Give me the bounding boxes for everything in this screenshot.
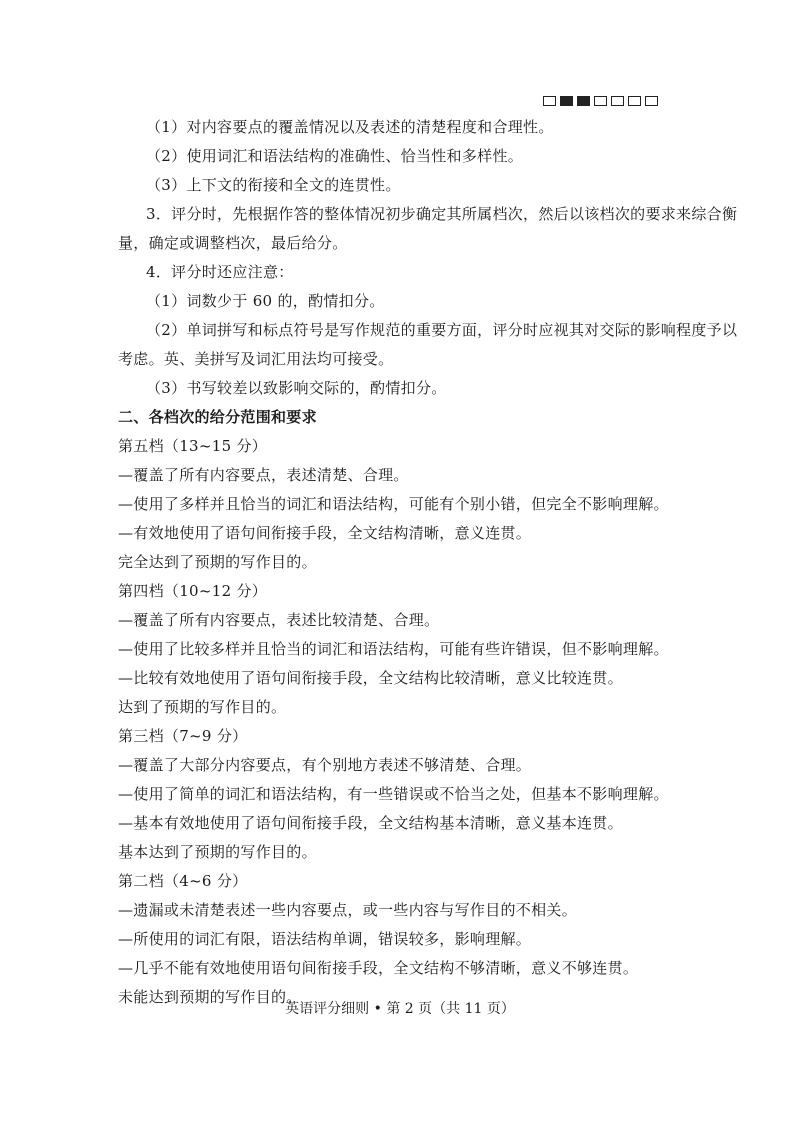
text-line: 3．评分时，先根据作答的整体情况初步确定其所属档次，然后以该档次的要求来综合衡 [146, 205, 738, 223]
text-line: —有效地使用了语句间衔接手段，全文结构清晰，意义连贯。 [118, 524, 532, 542]
text-line: 第四档（10~12 分） [118, 582, 268, 600]
text-line: —覆盖了大部分内容要点，有个别地方表述不够清楚、合理。 [118, 756, 532, 774]
section-heading: 二、各档次的给分范围和要求 [118, 408, 317, 426]
text-line: —覆盖了所有内容要点，表述清楚、合理。 [118, 466, 409, 484]
text-line: —基本有效地使用了语句间衔接手段，全文结构基本清晰，意义基本连贯。 [118, 814, 623, 832]
text-line: （2）单词拼写和标点符号是写作规范的重要方面，评分时应视其对交际的影响程度予以 [146, 321, 738, 339]
text-line: 达到了预期的写作目的。 [118, 698, 287, 716]
text-line: （2）使用词汇和语法结构的准确性、恰当性和多样性。 [146, 147, 524, 165]
text-line: —使用了比较多样并且恰当的词汇和语法结构，可能有些许错误，但不影响理解。 [118, 640, 669, 658]
page-position-marks [543, 96, 658, 106]
text-line: 完全达到了预期的写作目的。 [118, 553, 317, 571]
empty-square-mark [543, 96, 556, 106]
filled-square-mark [560, 96, 573, 106]
text-line: （1）对内容要点的覆盖情况以及表述的清楚程度和合理性。 [146, 118, 554, 136]
text-line: 第五档（13~15 分） [118, 437, 268, 455]
text-line: —使用了简单的词汇和语法结构，有一些错误或不恰当之处，但基本不影响理解。 [118, 785, 669, 803]
text-line: （1）词数少于 60 的，酌情扣分。 [146, 292, 385, 310]
text-line: 量，确定或调整档次，最后给分。 [118, 234, 348, 252]
text-line: —比较有效地使用了语句间衔接手段，全文结构比较清晰，意义比较连贯。 [118, 669, 623, 687]
text-line: —使用了多样并且恰当的词汇和语法结构，可能有个别小错，但完全不影响理解。 [118, 495, 669, 513]
empty-square-mark [645, 96, 658, 106]
text-line: （3）上下文的衔接和全文的连贯性。 [146, 176, 401, 194]
empty-square-mark [628, 96, 641, 106]
text-line: —遗漏或未清楚表述一些内容要点，或一些内容与写作目的不相关。 [118, 901, 578, 919]
text-line: 未能达到预期的写作目的。 [118, 988, 302, 1006]
text-line: —几乎不能有效地使用语句间衔接手段，全文结构不够清晰，意义不够连贯。 [118, 959, 639, 977]
page-footer: 英语评分细则 • 第 2 页（共 11 页） [285, 1001, 515, 1017]
text-line: 考虑。英、美拼写及词汇用法均可接受。 [118, 350, 394, 368]
text-line: 第三档（7~9 分） [118, 727, 248, 745]
text-line: （3）书写较差以致影响交际的，酌情扣分。 [146, 379, 447, 397]
empty-square-mark [611, 96, 624, 106]
text-line: —覆盖了所有内容要点，表述比较清楚、合理。 [118, 611, 440, 629]
empty-square-mark [594, 96, 607, 106]
text-line: 基本达到了预期的写作目的。 [118, 843, 317, 861]
text-line: 第二档（4~6 分） [118, 872, 248, 890]
filled-square-mark [577, 96, 590, 106]
text-line: 4．评分时还应注意： [146, 263, 294, 281]
text-line: —所使用的词汇有限，语法结构单调，错误较多，影响理解。 [118, 930, 532, 948]
